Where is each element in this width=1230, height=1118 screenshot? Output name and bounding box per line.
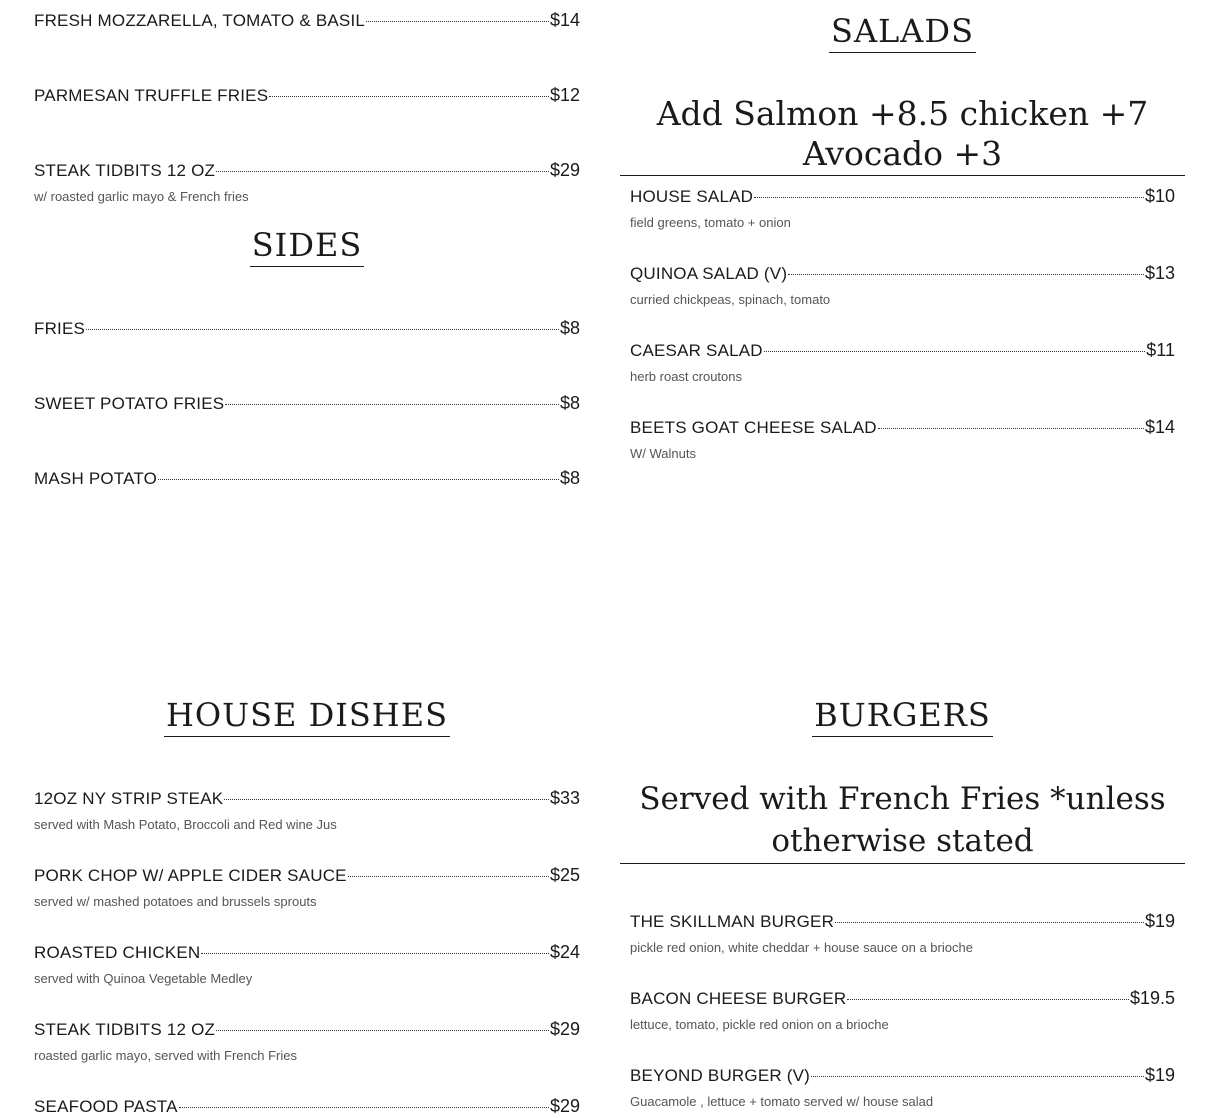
- menu-item: [630, 417, 1175, 461]
- burgers-subtitle-line-1: Served with French Fries *unless: [639, 781, 1166, 817]
- sides-section: [34, 228, 580, 508]
- item-name: SWEET POTATO FRIES: [34, 394, 225, 413]
- menu-item: [630, 263, 1175, 307]
- section-subtitle: Add Salmon +8.5 chicken +7 Avocado +3: [620, 94, 1185, 176]
- section-title: [34, 228, 580, 267]
- item-name: 12OZ NY STRIP STEAK: [34, 789, 224, 808]
- section-title: [34, 698, 580, 737]
- dot-leader: [179, 1107, 549, 1108]
- item-name: THE SKILLMAN BURGER: [630, 912, 835, 931]
- menu-item: [34, 788, 580, 832]
- item-price: $13: [1144, 263, 1175, 283]
- item-name: HOUSE SALAD: [630, 187, 754, 206]
- burgers-subtitle-line-2: otherwise stated: [771, 823, 1034, 859]
- item-price: $19: [1144, 1065, 1175, 1085]
- item-name: FRESH MOZZARELLA, TOMATO & BASIL: [34, 11, 366, 30]
- menu-item: [630, 988, 1175, 1032]
- dot-leader: [847, 999, 1129, 1000]
- section-title: [620, 698, 1185, 737]
- dot-leader: [764, 351, 1146, 352]
- menu-item: [630, 186, 1175, 230]
- dot-leader: [835, 922, 1144, 923]
- item-price: $19: [1144, 911, 1175, 931]
- item-description: Guacamole , lettuce + tomato served w/ house salad: [630, 1094, 934, 1109]
- dot-leader: [811, 1076, 1144, 1077]
- burgers-section: [620, 698, 1185, 1118]
- section-title: [620, 14, 1185, 53]
- item-name: BACON CHEESE BURGER: [630, 989, 847, 1008]
- item-description: lettuce, tomato, pickle red onion on a brioche: [630, 1017, 889, 1032]
- dot-leader: [86, 329, 559, 330]
- item-name: CAESAR SALAD: [630, 341, 763, 360]
- item-name: PARMESAN TRUFFLE FRIES: [34, 86, 269, 105]
- menu-item: [34, 468, 580, 489]
- item-name: BEYOND BURGER (V): [630, 1066, 811, 1085]
- menu-item: [34, 85, 580, 106]
- item-price: $11: [1146, 340, 1175, 360]
- item-price: $14: [1144, 417, 1175, 437]
- house-dishes-section: [34, 698, 580, 1118]
- item-price: $29: [549, 160, 580, 180]
- item-name: BEETS GOAT CHEESE SALAD: [630, 418, 877, 437]
- item-price: $25: [549, 865, 580, 885]
- item-name: STEAK TIDBITS 12 OZ: [34, 1020, 216, 1039]
- item-name: MASH POTATO: [34, 469, 158, 488]
- item-price: $8: [559, 318, 580, 338]
- item-description: field greens, tomato + onion: [630, 215, 791, 230]
- section-subtitle: [620, 778, 1185, 864]
- sides-title: SIDES: [250, 228, 365, 267]
- item-description: pickle red onion, white cheddar + house sauce on a brioche: [630, 940, 973, 955]
- menu-item: [34, 160, 580, 204]
- menu-item: [34, 865, 580, 909]
- item-description: w/ roasted garlic mayo & French fries: [34, 189, 249, 204]
- dot-leader: [216, 1030, 549, 1031]
- item-name: ROASTED CHICKEN: [34, 943, 201, 962]
- item-price: $29: [549, 1019, 580, 1039]
- menu-item: [34, 1096, 580, 1117]
- menu-item: [630, 340, 1175, 384]
- dot-leader: [158, 479, 559, 480]
- item-price: $8: [559, 468, 580, 488]
- item-price: $33: [549, 788, 580, 808]
- dot-leader: [366, 21, 549, 22]
- salads-title: SALADS: [829, 14, 976, 53]
- item-description: served w/ mashed potatoes and brussels sprouts: [34, 894, 317, 909]
- dot-leader: [348, 876, 549, 877]
- dot-leader: [216, 171, 549, 172]
- house-dishes-title: HOUSE DISHES: [164, 698, 450, 737]
- item-price: $14: [549, 10, 580, 30]
- menu-item: [34, 942, 580, 986]
- salads-section: [620, 14, 1185, 484]
- item-description: served with Quinoa Vegetable Medley: [34, 971, 253, 986]
- item-description: herb roast croutons: [630, 369, 743, 384]
- appetizers-section: [34, 0, 580, 220]
- dot-leader: [269, 96, 549, 97]
- item-name: PORK CHOP W/ APPLE CIDER SAUCE: [34, 866, 347, 885]
- menu-item: [34, 1019, 580, 1063]
- item-description: W/ Walnuts: [630, 446, 696, 461]
- item-price: $24: [549, 942, 580, 962]
- item-price: $8: [559, 393, 580, 413]
- dot-leader: [788, 274, 1144, 275]
- dot-leader: [224, 799, 549, 800]
- menu-item: [630, 911, 1175, 955]
- item-name: STEAK TIDBITS 12 OZ: [34, 161, 216, 180]
- menu-item: [34, 318, 580, 339]
- item-price: $29: [549, 1096, 580, 1116]
- dot-leader: [754, 197, 1144, 198]
- dot-leader: [878, 428, 1144, 429]
- item-name: SEAFOOD PASTA: [34, 1097, 178, 1116]
- item-description: roasted garlic mayo, served with French Fries: [34, 1048, 297, 1063]
- menu-item: [34, 10, 580, 31]
- item-price: $19.5: [1129, 988, 1175, 1008]
- item-name: FRIES: [34, 319, 86, 338]
- item-price: $10: [1144, 186, 1175, 206]
- menu-item: [34, 393, 580, 414]
- item-price: $12: [549, 85, 580, 105]
- dot-leader: [225, 404, 559, 405]
- dot-leader: [201, 953, 549, 954]
- item-description: curried chickpeas, spinach, tomato: [630, 292, 831, 307]
- item-name: QUINOA SALAD (V): [630, 264, 788, 283]
- item-description: served with Mash Potato, Broccoli and Red wine Jus: [34, 817, 337, 832]
- burgers-title: BURGERS: [812, 698, 993, 737]
- menu-item: [630, 1065, 1175, 1109]
